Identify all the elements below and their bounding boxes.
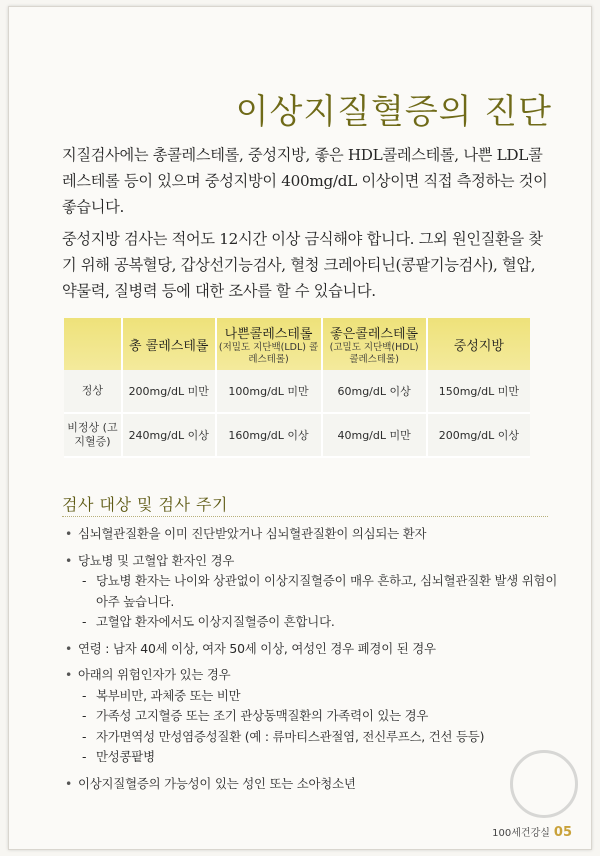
table-cell: 40mg/dL 미만	[322, 413, 427, 457]
list-item	[62, 551, 560, 633]
table-header-triglyceride	[427, 318, 530, 370]
intro-paragraph-fasting: 중성지방 검사는 적어도 12시간 이상 금식해야 합니다. 그외 원인질환을 찾기 위해 공복혈당, 갑상선기능검사, 혈청 크레아티닌(콩팥기능검사), 혈압, 약물력, 질병력 등에 대한 조사를 할 수 있습니다.	[62, 230, 543, 300]
table-header-total-cholesterol	[122, 318, 216, 370]
table-row-normal	[64, 370, 530, 413]
table-header-label: 나쁜콜레스테롤	[224, 326, 313, 342]
page-footer	[492, 824, 572, 840]
table-header-ldl	[216, 318, 322, 370]
sub-list-item: - 만성콩팥병	[78, 747, 560, 768]
list-item-text: 연령 : 남자 40세 이상, 여자 50세 이상, 여성인 경우 폐경이 된 경우	[78, 640, 436, 656]
table-cell: 160mg/dL 이상	[216, 413, 322, 457]
sub-list-item: - 당뇨병 환자는 나이와 상관없이 이상지질혈증이 매우 흔하고, 심뇌혈관질환 발생 위험이 아주 높습니다.	[78, 571, 560, 612]
cholesterol-levels-table	[64, 318, 530, 458]
row-label: 비정상 (고지혈증)	[64, 413, 122, 457]
table-cell: 100mg/dL 미만	[216, 370, 322, 413]
section-heading: 검사 대상 및 검사 주기	[62, 495, 228, 514]
table-header-label: 총 콜레스테롤	[128, 338, 209, 354]
list-item	[62, 524, 560, 545]
table-header-label: 좋은콜레스테롤	[330, 326, 419, 342]
table-header-sublabel: (고밀도 지단백(HDL) 콜레스테롤)	[329, 341, 419, 365]
sub-list-item: - 고혈압 환자에서도 이상지질혈증이 흔합니다.	[78, 612, 560, 633]
table-cell: 200mg/dL 이상	[427, 413, 530, 457]
intro-paragraph-lipid-tests: 지질검사에는 총콜레스테롤, 중성지방, 좋은 HDL콜레스테롤, 나쁜 LDL콜레스테롤 등이 있으며 중성지방이 400mg/dL 이상이면 직접 측정하는 것이 좋습니다.	[62, 146, 548, 216]
sub-list	[78, 571, 560, 633]
list-item-text: 심뇌혈관질환을 이미 진단받았거나 심뇌혈관질환이 의심되는 환자	[78, 526, 427, 541]
sub-list-item: - 복부비만, 과체중 또는 비만	[78, 686, 560, 707]
section-divider	[62, 516, 548, 517]
watermark-stamp-icon	[510, 750, 578, 818]
table-cell: 200mg/dL 미만	[122, 370, 216, 413]
sub-list-item: - 가족성 고지혈증 또는 조기 관상동맥질환의 가족력이 있는 경우	[78, 706, 560, 727]
table-cell: 60mg/dL 이상	[322, 370, 427, 413]
list-item	[62, 639, 560, 660]
table-row-abnormal	[64, 413, 530, 457]
sub-list-item: - 자가면역성 만성염증성질환 (예 : 류마티스관절염, 전신루프스, 건선 등등)	[78, 727, 560, 748]
page-number: 05	[553, 825, 572, 840]
sub-list	[78, 686, 560, 768]
criteria-list	[62, 524, 560, 800]
table-header-sublabel: (저밀도 지단백(LDL) 콜레스테롤)	[218, 341, 319, 365]
list-item	[62, 774, 560, 795]
table-cell: 150mg/dL 미만	[427, 370, 530, 413]
list-item-text: 이상지질혈증의 가능성이 있는 성인 또는 소아청소년	[78, 775, 356, 791]
page-title: 이상지질혈증의 진단	[235, 92, 552, 132]
table-header-hdl	[322, 318, 427, 370]
row-label: 정상	[64, 370, 122, 413]
table-header-empty	[64, 318, 122, 370]
list-item	[62, 665, 560, 768]
list-item-text: 당뇨병 및 고혈압 환자인 경우	[78, 552, 235, 568]
list-item-text: 아래의 위험인자가 있는 경우	[78, 667, 231, 682]
table-cell: 240mg/dL 이상	[122, 413, 216, 457]
table-header-row	[64, 318, 530, 370]
footer-label: 100세건강실	[492, 828, 550, 839]
table-header-label: 중성지방	[453, 338, 504, 354]
